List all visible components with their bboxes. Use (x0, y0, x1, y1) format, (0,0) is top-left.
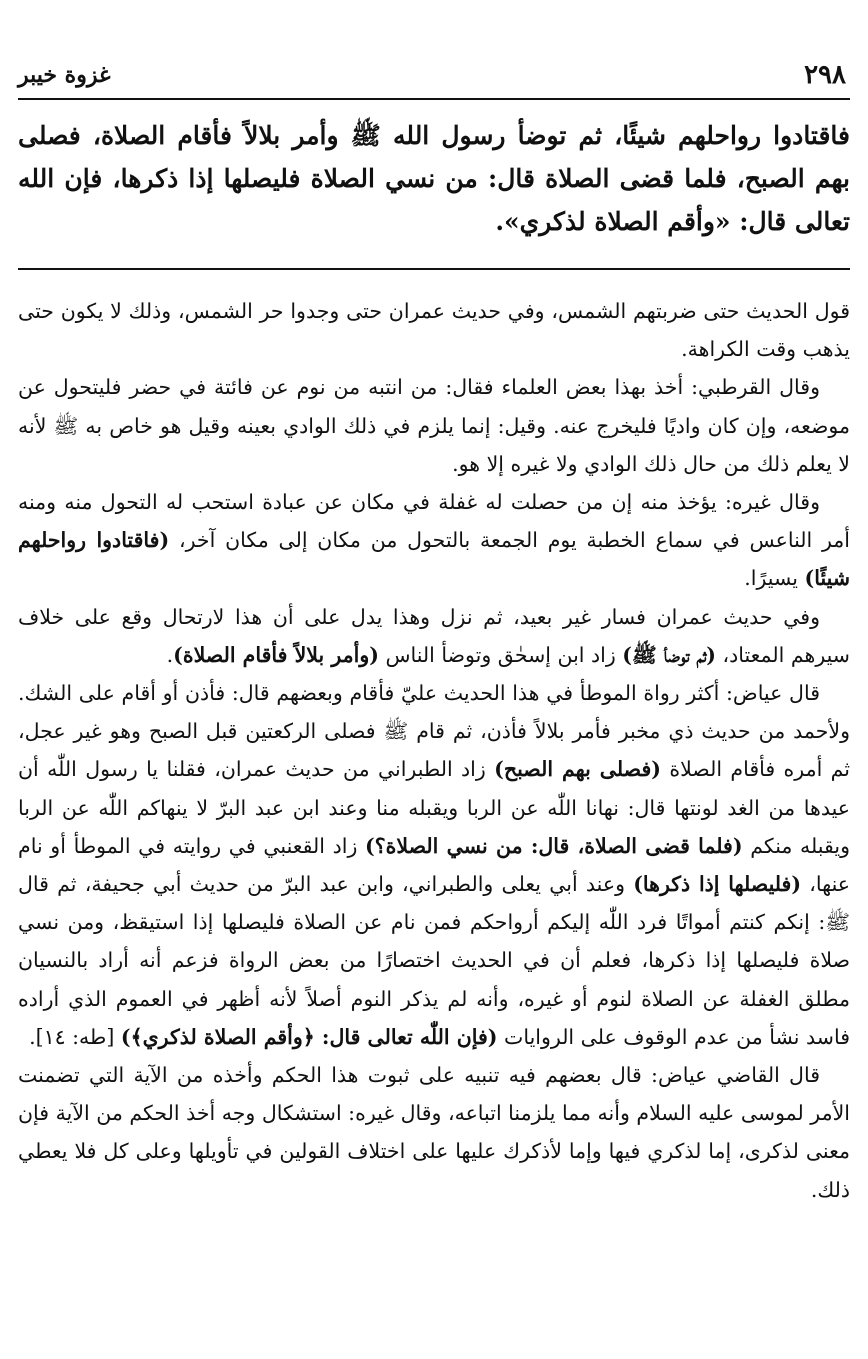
page-header (18, 56, 850, 100)
p4-text-e: . (166, 642, 174, 667)
p4-text-a: وفي حديث عمران فسار غير بعيد، ثم نزل وهذا يدل على أن هذا لارتحال وقع على خلاف سيرهم المعتاد، (18, 604, 850, 667)
book-page (18, 0, 850, 1359)
p5-text-g: وعند أبي يعلى والطبراني، وابن عبد البرّ من حديث أبي جحيفة، ثم قال ﷺ: إنكم كنتم أمواتًا فرد اللّٰه إليكم أرواحكم فمن نام عن الصلاة فليصلها إذا استيقظ، ومن نسي صلاة فليصلها إذا ذكرها، فعلم أن في الحديث اختصارًا من بعض الرواة فزعم أنه أراد بالنسيان مطلق الغفلة عن الصلاة لنوم أو غيره، وأنه لم يذكر النوم أصلاً لأنه أظهر في العموم الذي أراده فاسد نشأ من عدم الوقوف على الروايات (18, 872, 850, 1049)
commentary-block (18, 292, 850, 1209)
p5-quote-4: (فإن اللّٰه تعالى قال: ﴿وأقم الصلاة لذكري﴾) (120, 1024, 498, 1049)
chapter-title: غزوة خيبر (18, 62, 111, 88)
commentary-paragraph-4 (18, 598, 850, 674)
hadith-text-block (18, 114, 850, 243)
header-rule (18, 98, 850, 100)
p3-text-a: وقال غيره: يؤخذ منه إن من حصلت له غفلة في مكان عن عبادة استحب له التحول منه ومنه أمر الناعس في سماع الخطبة يوم الجمعة بالتحول من مكان إلى مكان آخر، (18, 490, 850, 553)
p5-quote-2: (فلما قضى الصلاة، قال: من نسي الصلاة؟) (365, 833, 743, 858)
p4-text-c: زاد ابن إسحٰق وتوضأ الناس (385, 642, 616, 667)
p4-quote-2: (وأمر بلالاً فأقام الصلاة) (173, 642, 379, 667)
p5-citation: [طه: ١٤]. (29, 1024, 115, 1049)
page-number: ٢٩٨ (804, 60, 846, 90)
p3-quote: (فاقتادوا رواحلهم شيئًا) (18, 528, 850, 591)
p5-text-c: زاد الطبراني من حديث عمران، فقلنا يا رسول اللّٰه أن عيدها من الغد لونتها قال: نهانا اللّٰه عن الربا ويقبله منا وعند ابن عبد البرّ لا ينهاكم اللّٰه عن الربا ويقبله منكم (18, 757, 850, 858)
commentary-paragraph-6: قال القاضي عياض: قال بعضهم فيه تنبيه على ثبوت هذا الحكم وأخذه من الآية التي تضمنت الأمر لموسى عليه السلام وأنه مما يلزمنا اتباعه، وقال غيره: استشكال وجه أخذ الحكم من الآية فإن معنى لذكرى، إما لذكري فيها وإما لأذكرك عليها على اختلاف القولين في تأويلها وعلى كل فلا يعطي ذلك. (18, 1063, 850, 1202)
commentary-paragraph-5 (18, 674, 850, 1056)
hadith-paragraph: فاقتادوا رواحلهم شيئًا، ثم توضأ رسول الله ﷺ وأمر بلالاً فأقام الصلاة، فصلى بهم الصبح، فلما قضى الصلاة قال: من نسي الصلاة فليصلها إذا ذكرها، فإن الله تعالى قال: «وأقم الصلاة لذكري». (18, 121, 850, 236)
section-divider (18, 268, 850, 270)
p4-quote-1: (ثم توضأ ﷺ) (622, 642, 716, 667)
commentary-paragraph-2: وقال القرطبي: أخذ بهذا بعض العلماء فقال: من انتبه من نوم عن فائتة في حضر فليتحول عن موضعه، وإن كان واديًا فليخرج عنه. وقيل: إنما يلزم في ذلك الوادي بعينه وقيل هو خاص به ﷺ لأنه لا يعلم ذلك من حال ذلك الوادي ولا غيره إلا هو. (18, 375, 850, 476)
p5-text-e: زاد القعنبي في روايته في الموطأ أو نام عنها، (18, 833, 850, 897)
p3-text-c: يسيرًا. (744, 566, 798, 591)
p5-quote-3: (فليصلها إذا ذكرها) (633, 872, 802, 897)
p5-text-a: قال عياض: أكثر رواة الموطأ في هذا الحديث عليّ فأقام وبعضهم قال: فأذن أو أقام على الشك. ولأحمد من حديث ذي مخبر فأمر بلالاً فأذن، ثم قام ﷺ فصلى الركعتين قبل الصبح وهو غير عجل، ثم أمره فأقام الصلاة (18, 681, 850, 782)
commentary-paragraph-1: قول الحديث حتى ضربتهم الشمس، وفي حديث عمران حتى وجدوا حر الشمس، وذلك لا يكون حتى يذهب وقت الكراهة. (18, 299, 850, 362)
p5-quote-1: (فصلى بهم الصبح) (494, 757, 661, 782)
commentary-paragraph-3 (18, 483, 850, 598)
